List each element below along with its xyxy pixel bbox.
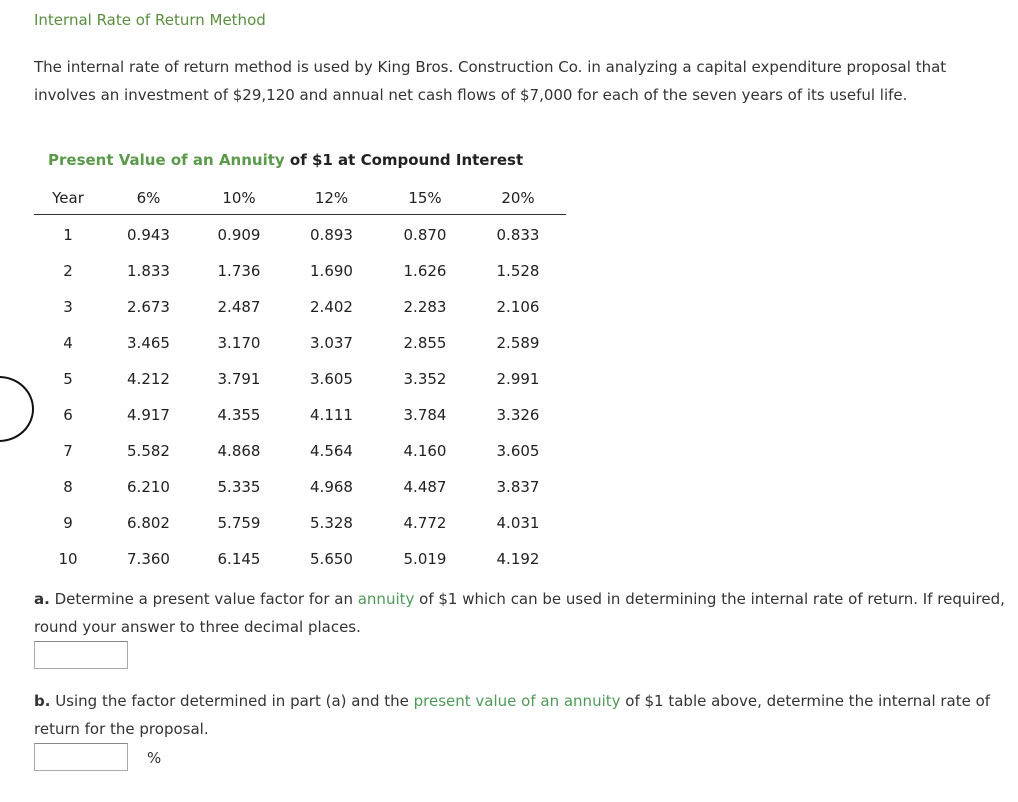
present-value-annuity-link[interactable]: present value of an annuity	[413, 692, 621, 710]
table-cell: 6	[63, 406, 73, 424]
table-cell: 5.335	[217, 478, 261, 496]
table-cell: 4.031	[496, 514, 540, 532]
table-cell: 0.870	[403, 226, 447, 244]
table-cell: 6.210	[127, 478, 170, 496]
table-cell: 6.145	[217, 550, 261, 568]
question-b	[34, 687, 1014, 743]
header-10pct: 10%	[195, 181, 283, 215]
annuity-link[interactable]: annuity	[357, 590, 415, 608]
percent-unit: %	[147, 749, 162, 767]
table-cell: 4.487	[403, 478, 447, 496]
table-cell: 1	[63, 226, 73, 244]
table-cell: 2	[63, 262, 73, 280]
table-cell: 5.582	[127, 442, 170, 460]
table-cell: 3.326	[496, 406, 540, 424]
answer-a-input[interactable]	[34, 641, 128, 669]
table-cell: 1.833	[127, 262, 170, 280]
table-cell: 10	[58, 550, 78, 568]
table-cell: 7	[63, 442, 73, 460]
table-cell: 4.212	[127, 370, 170, 388]
question-a-text-after: of $1 which can be used in determining the internal rate of return. If required, round your answer to three decimal places.	[34, 590, 1005, 636]
table-row	[34, 289, 566, 325]
header-15pct: 15%	[380, 181, 470, 215]
header-year: Year	[34, 181, 102, 215]
table-row	[34, 215, 566, 254]
table-cell: 4.192	[496, 550, 540, 568]
table-cell: 5.019	[403, 550, 447, 568]
page-title: Internal Rate of Return Method	[34, 11, 266, 29]
table-cell: 3.170	[217, 334, 261, 352]
table-cell: 2.283	[403, 298, 447, 316]
table-cell: 4.564	[310, 442, 353, 460]
table-row	[34, 433, 566, 469]
table-cell: 3.791	[217, 370, 261, 388]
table-cell: 3.352	[403, 370, 447, 388]
table-cell: 0.833	[496, 226, 540, 244]
table-cell: 0.943	[127, 226, 170, 244]
header-20pct: 20%	[470, 181, 566, 215]
table-cell: 2.106	[496, 298, 540, 316]
table-row	[34, 469, 566, 505]
table-cell: 4.111	[310, 406, 353, 424]
table-title-rest: of $1 at Compound Interest	[284, 151, 524, 169]
table-cell: 5.650	[310, 550, 353, 568]
question-b-text-before: Using the factor determined in part (a) and the	[50, 692, 414, 710]
question-a	[34, 585, 1014, 641]
table-cell: 2.589	[496, 334, 540, 352]
table-cell: 2.402	[310, 298, 353, 316]
table-cell: 1.528	[496, 262, 540, 280]
question-a-label: a.	[34, 590, 50, 608]
table-cell: 1.690	[310, 262, 353, 280]
table-row	[34, 325, 566, 361]
table-title	[48, 151, 523, 169]
question-b-label: b.	[34, 692, 51, 710]
problem-description: The internal rate of return method is used by King Bros. Construction Co. in analyzing a capital expenditure proposal that involves an investment of $29,120 and annual net cash flows of $7,000 for each of the seven years of its useful life.	[34, 58, 947, 104]
table-cell: 3.837	[496, 478, 540, 496]
table-cell: 2.487	[217, 298, 261, 316]
table-cell: 1.626	[403, 262, 447, 280]
table-row	[34, 541, 566, 577]
table-cell: 4.868	[217, 442, 261, 460]
table-cell: 4.968	[310, 478, 353, 496]
table-cell: 3.605	[496, 442, 540, 460]
annuity-table	[34, 181, 566, 577]
table-header-row	[34, 181, 566, 215]
question-b-text-after: of $1 table above, determine the internal rate of return for the proposal.	[34, 692, 991, 738]
header-12pct: 12%	[283, 181, 380, 215]
table-cell: 2.991	[496, 370, 540, 388]
table-cell: 5	[63, 370, 73, 388]
table-cell: 1.736	[217, 262, 261, 280]
table-cell: 3	[63, 298, 73, 316]
table-row	[34, 397, 566, 433]
table-cell: 3.465	[127, 334, 170, 352]
table-cell: 4.772	[403, 514, 447, 532]
table-cell: 0.909	[217, 226, 261, 244]
annuity-table-link[interactable]: Present Value of an Annuity	[48, 151, 285, 169]
table-cell: 8	[63, 478, 73, 496]
table-cell: 7.360	[127, 550, 170, 568]
table-cell: 2.673	[127, 298, 170, 316]
table-cell: 5.328	[310, 514, 353, 532]
table-row	[34, 361, 566, 397]
table-cell: 6.802	[127, 514, 170, 532]
table-cell: 2.855	[403, 334, 447, 352]
table-cell: 3.037	[310, 334, 353, 352]
question-a-text-before: Determine a present value factor for an	[49, 590, 358, 608]
table-cell: 5.759	[217, 514, 261, 532]
table-row	[34, 253, 566, 289]
table-cell: 9	[63, 514, 73, 532]
table-cell: 4	[63, 334, 73, 352]
header-6pct: 6%	[102, 181, 195, 215]
table-cell: 4.160	[403, 442, 447, 460]
table-cell: 3.784	[403, 406, 447, 424]
table-cell: 0.893	[310, 226, 353, 244]
side-circle-icon[interactable]	[0, 376, 34, 442]
table-cell: 4.917	[127, 406, 170, 424]
table-cell: 3.605	[310, 370, 353, 388]
answer-b-input[interactable]	[34, 743, 128, 771]
table-row	[34, 505, 566, 541]
table-cell: 4.355	[217, 406, 261, 424]
